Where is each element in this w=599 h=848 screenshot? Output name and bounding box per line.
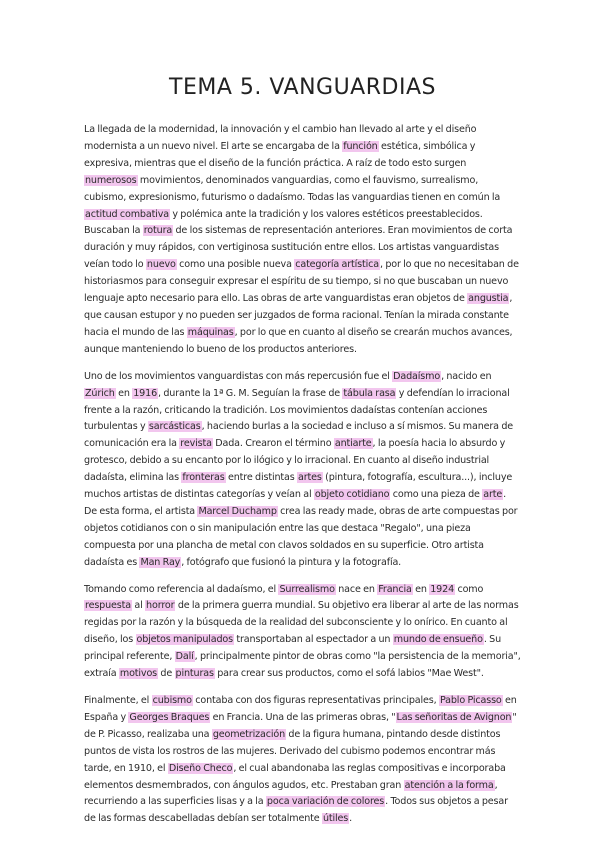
highlighted-text: angustia [468,293,509,305]
text-run: Uno de los movimientos vanguardistas con más repercusión fue el [84,370,393,382]
text-run: . Su principal referente, [84,634,502,663]
highlighted-text: artes [297,472,322,484]
highlighted-text: Zúrich [85,387,115,399]
text-run: en [412,583,430,595]
highlighted-text: motivos [119,668,158,680]
highlighted-text: poca variación de colores [266,796,385,808]
text-run: La llegada de la modernidad, la innovación y el cambio han llevado al arte y el diseño modernista a un nuevo nivel. El arte se encargaba de la [84,124,477,152]
text-run: , la poesía hacia lo absurdo y grotesco, debido a su encanto por lo ilógico y lo irracional. En cuanto al diseño industrial dadaísta, elimina las [84,438,506,484]
text-run: de la primera guerra mundial. Su objetivo era liberar al arte de las normas regidas por la razón y la búsqueda de la realidad del subconsciente y lo onírico. En cuanto al diseño, los [84,600,519,646]
highlighted-text: Surrealismo [279,583,335,595]
page-title: TEMA 5. VANGUARDIAS [169,75,436,100]
text-run: estética, simbólica y expresiva, mientras que el diseño de la función práctica. A raíz de todo esto surgen [84,140,476,169]
text-run: en España y [84,695,517,723]
text-run: transportaban al espectador a un [234,634,393,646]
text-run: , durante la 1ª G. M. Seguían la frase de [158,387,343,399]
text-run: , nacido en [441,370,492,382]
text-run: movimientos, denominados vanguardias, como el fauvismo, surrealismo, cubismo, expresionismo, futurismo o dadaísmo. Todas las vanguardias tienen en común la [84,174,501,203]
highlighted-text: 1916 [133,387,158,399]
text-run: y polémica ante la tradición y los valores estéticos preestablecidos. Buscaban la [84,208,483,237]
text-run: de [158,668,175,680]
highlighted-text: mundo de ensueño [393,634,483,646]
text-run: como [455,583,484,595]
highlighted-text: Dadaísmo [393,370,441,382]
text-run: entre distintas [225,472,297,484]
highlighted-text: Georges Braques [129,711,210,723]
highlighted-text: Marcel Duchamp [198,505,277,517]
highlighted-text: antiarte [334,438,372,450]
text-run: para crear sus productos, como el sofá labios "Mae West". [214,668,484,680]
highlighted-text: horror [146,600,175,612]
text-run: , el cual abandonaba las reglas compositivas e incorporaba elementos desmembrados, con ángulos agudos, etc. Prestaban gran [84,762,506,791]
highlighted-text: Dalí [175,651,194,663]
text-run: como una pieza de [390,489,483,501]
text-run: , principalmente pintor de obras como "la persistencia de la memoria", extraía [84,651,521,680]
highlighted-text: respuesta [85,600,131,612]
highlighted-text: objeto cotidiano [314,489,390,501]
text-run: Finalmente, el [84,695,152,706]
highlighted-text: numerosos [85,174,137,186]
text-run: , por lo que en cuanto al diseño se crearán muchos avances, aunque manteniendo lo bueno de los productos anteriores. [84,326,513,355]
paragraph-intro [84,122,521,359]
text-run: . [349,813,353,825]
highlighted-text: función [343,140,378,152]
highlighted-text: fronteras [182,472,225,484]
highlighted-text: Las señoritas de Avignon [396,711,512,723]
text-run: en [115,387,133,399]
text-run: Dada. Crearon el término [212,438,334,450]
highlighted-text: atención a la forma [404,779,494,791]
highlighted-text: útiles [322,813,349,825]
highlighted-text: Diseño Checo [168,762,233,774]
text-run: . De esta forma, el artista [84,489,507,517]
text-run: en Francia. Una de las primeras obras, " [210,711,396,723]
text-run: (pintura, fotografía, escultura...), incluye muchos artistas de distintas categorías y veían al [84,472,513,501]
highlighted-text: Pablo Picasso [439,695,502,706]
text-run: , haciendo burlas a la sociedad e incluso a sí mismos. Su manera de comunicación era la [84,421,514,450]
highlighted-text: Francia [378,583,412,595]
highlighted-text: objetos manipulados [136,634,233,646]
highlighted-text: actitud combativa [85,208,169,220]
highlighted-text: revista [180,438,212,450]
highlighted-text: cubismo [152,695,192,706]
text-run: . Todos sus objetos a pesar de las formas descabelladas debían ser totalmente [84,796,508,825]
text-run: y defendían lo irracional frente a la razón, criticando la tradición. Los movimientos dadaístas contenían acciones turbulentas y [84,387,510,433]
text-run: de la figura humana, pintando desde distintos puntos de vista los rostros de las mujeres. Derivado del cubismo podemos encontrar más tarde, en 1910, el [84,728,501,774]
text-run: de los sistemas de representación anteriores. Eran movimientos de corta duración y muy rápidos, con vertiginosa sustitución entre ellos. Los artistas vanguardistas veían todo lo [84,225,513,271]
highlighted-text: pinturas [175,668,214,680]
text-run: , que causan estupor y no pueden ser juzgados de forma racional. Tenían la mirada constante hacia el mundo de las [84,293,513,338]
text-run: " de P. Picasso, realizaba una [84,711,517,740]
text-run: , por lo que no necesitaban de historiasmos para conseguir expresar el espíritu de su tiempo, si no que buscaban un nuevo lenguaje apto necesario para ello. Las obras de arte vanguardistas eran objetos de [84,259,519,305]
highlighted-text: 1924 [430,583,455,595]
text-run: crea las ready made, obras de arte compuestas por objetos cotidianos con o sin manipulación entre las que destaca "Regalo", una pieza compuesta por una plancha de metal con clavos soldados en su superficie. Otro artista dadaísta es [84,505,518,568]
paragraph-surrealismo [84,582,521,683]
paragraph-cubismo [84,693,521,828]
text-run: nace en [335,583,378,595]
highlighted-text: máquinas [187,326,234,338]
highlighted-text: nuevo [146,259,176,271]
highlighted-text: Man Ray [140,556,181,568]
highlighted-text: geometrización [212,728,285,740]
text-run: contaba con dos figuras representativas principales, [192,695,439,706]
text-run: al [132,600,146,612]
highlighted-text: tábula rasa [343,387,396,399]
text-run: como una posible nueva [176,259,295,271]
highlighted-text: sarcásticas [148,421,201,433]
paragraph-dadaismo [84,369,521,572]
highlighted-text: categoría artística [295,259,380,271]
highlighted-text: arte [483,489,503,501]
text-run: Tomando como referencia al dadaísmo, el [84,583,279,595]
text-run: , recurriendo a las superficies lisas y a la [84,779,498,808]
text-run: , fotógrafo que fusionó la pintura y la fotografía. [181,556,402,568]
highlighted-text: rotura [143,225,173,237]
